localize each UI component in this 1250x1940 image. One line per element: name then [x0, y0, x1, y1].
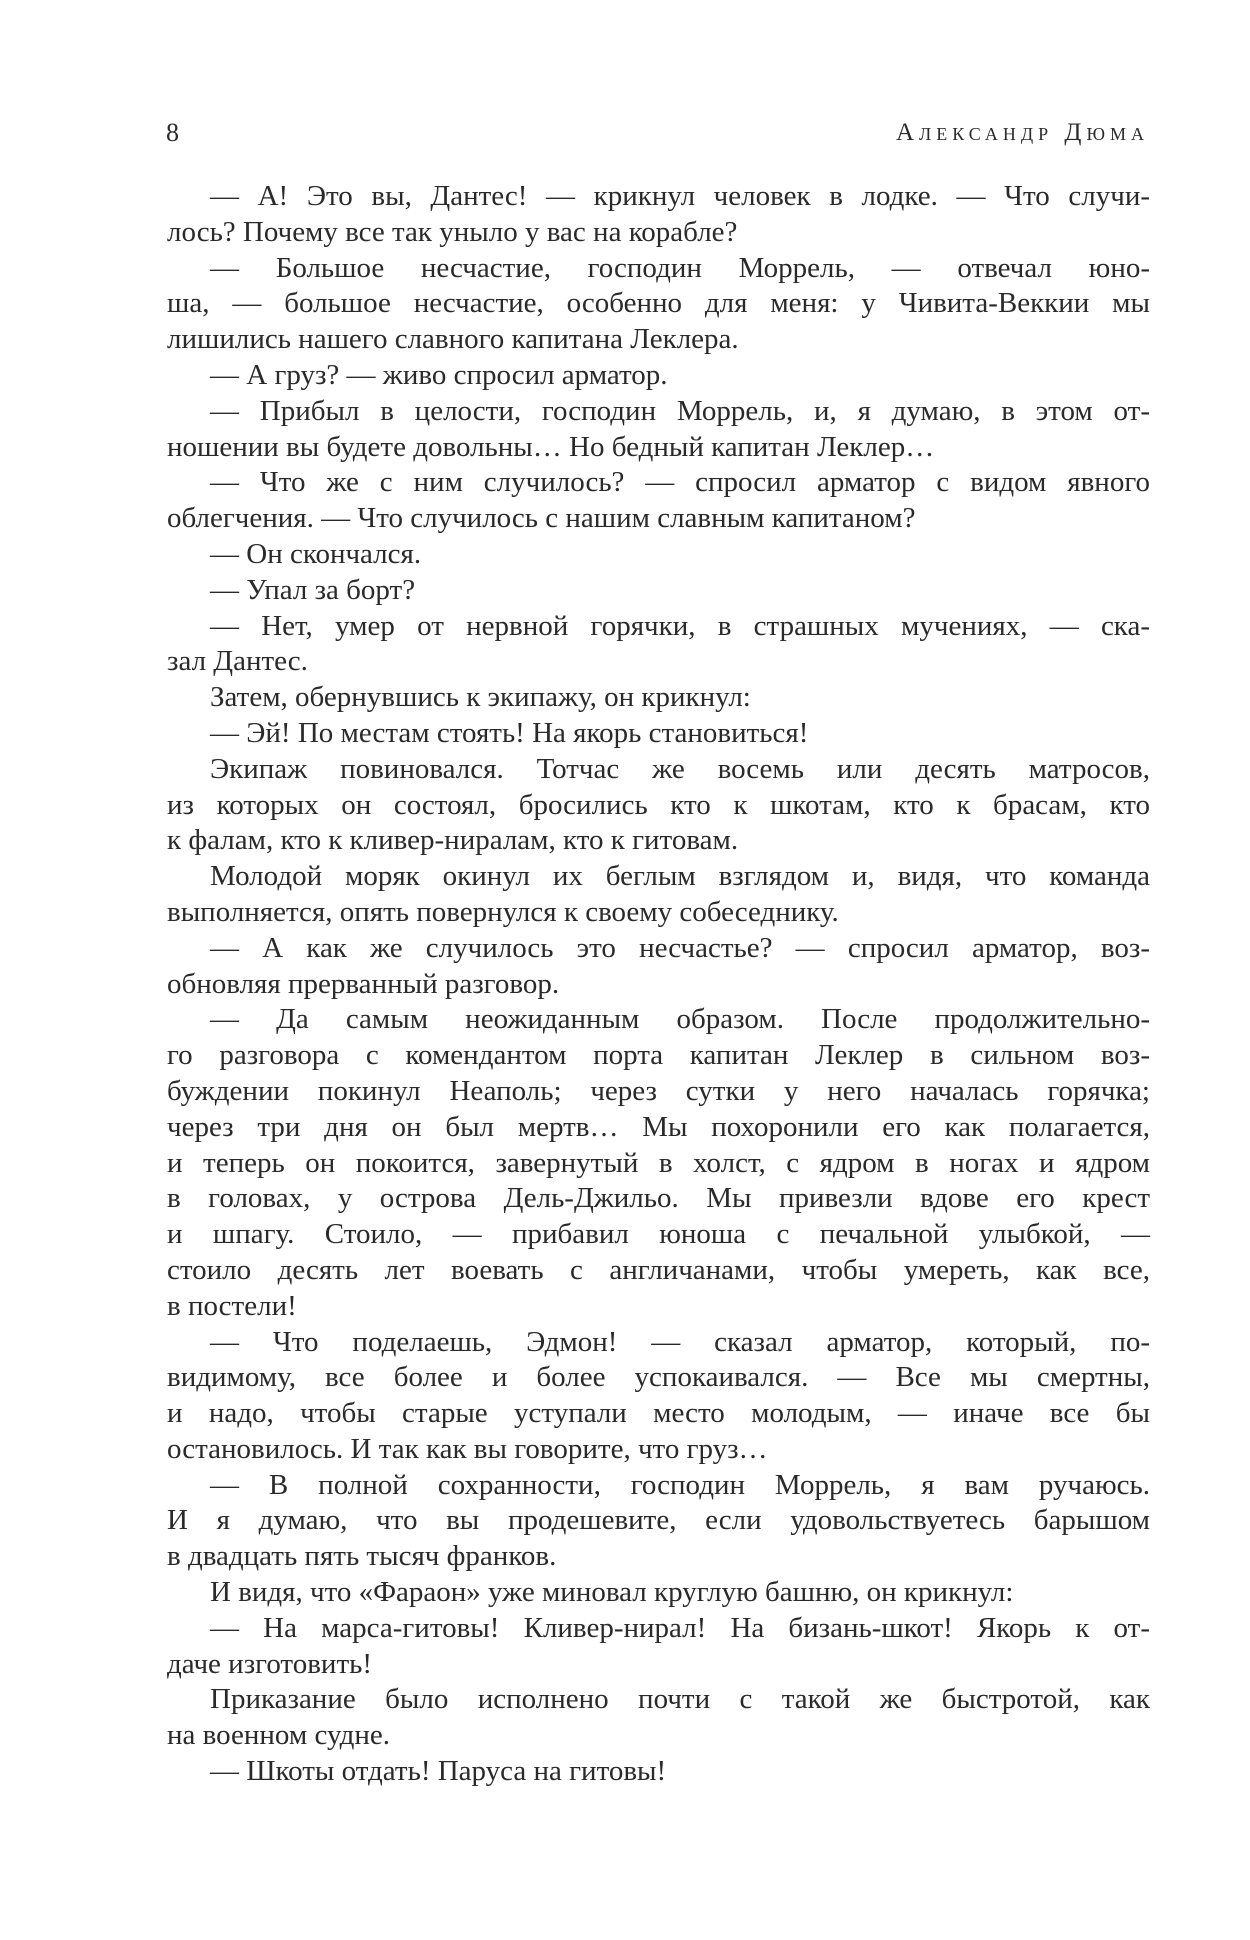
text-line: — Нет, умер от нервной горячки, в страшных мучениях, — ска-	[210, 609, 1150, 642]
paragraph	[167, 1754, 1150, 1790]
paragraph	[167, 1468, 1150, 1575]
text-line: Молодой моряк окинул их беглым взглядом и, видя, что команда	[210, 860, 1150, 893]
text-line: И видя, что «Фараон» уже миновал круглую башню, он крикнул:	[210, 1576, 1014, 1609]
text-line: — Прибыл в целости, господин Моррель, и, я думаю, в этом от-	[210, 394, 1150, 427]
text-line: — Шкоты отдать! Паруса на гитовы!	[210, 1755, 667, 1788]
text-line: в головах, у острова Дель-Джильо. Мы привезли вдове его крест	[167, 1182, 1150, 1215]
text-line: и надо, чтобы старые уступали место молодым, — иначе все бы	[167, 1397, 1150, 1430]
text-line: — Да самым неожиданным образом. После продолжительно-	[210, 1003, 1150, 1036]
text-line: буждении покинул Неаполь; через сутки у него началась горячка;	[167, 1074, 1150, 1107]
paragraph	[167, 394, 1150, 466]
paragraph	[167, 1575, 1150, 1611]
paragraph	[167, 179, 1150, 251]
text-line: И я думаю, что вы продешевите, если удовольствуетесь барышом	[167, 1504, 1150, 1537]
paragraph	[167, 251, 1150, 358]
text-line: выполняется, опять повернулся к своему собеседнику.	[167, 895, 839, 928]
text-line: го разговора с комендантом порта капитан Леклер в сильном воз-	[167, 1039, 1150, 1072]
paragraph	[167, 358, 1150, 394]
paragraph	[167, 931, 1150, 1003]
page-number: 8	[166, 118, 179, 147]
text-line: Затем, обернувшись к экипажу, он крикнул:	[210, 681, 751, 714]
text-line: ша, — большое несчастие, особенно для меня: у Чивита-Веккии мы	[167, 287, 1150, 320]
text-line: — Он скончался.	[210, 537, 422, 570]
text-line: — В полной сохранности, господин Моррель, я вам ручаюсь.	[210, 1468, 1150, 1501]
text-line: через три дня он был мертв… Мы похоронили его как полагается,	[167, 1110, 1150, 1143]
text-line: Экипаж повиновался. Тотчас же восемь или десять матросов,	[210, 752, 1150, 785]
text-line: — На марса-гитовы! Кливер-нирал! На бизань-шкот! Якорь к от-	[210, 1611, 1150, 1644]
text-line: — Большое несчастие, господин Моррель, — отвечал юно-	[210, 251, 1150, 284]
text-line: — А груз? — живо спросил арматор.	[210, 358, 668, 391]
text-line: Приказание было исполнено почти с такой же быстротой, как	[210, 1683, 1150, 1716]
text-line: к фалам, кто к кливер-ниралам, кто к гитовам.	[167, 824, 739, 857]
paragraph	[167, 859, 1150, 931]
paragraph	[167, 1611, 1150, 1683]
text-line: — Эй! По местам стоять! На якорь становиться!	[210, 716, 809, 749]
paragraph	[167, 573, 1150, 609]
paragraph	[167, 537, 1150, 573]
text-line: видимому, все более и более успокаивался. — Все мы смертны,	[167, 1361, 1150, 1394]
paragraph	[167, 752, 1150, 859]
text-line: стоило десять лет воевать с англичанами, чтобы умереть, как все,	[167, 1253, 1150, 1286]
body-text	[167, 179, 1150, 1790]
text-line: остановилось. И так как вы говорите, что груз…	[167, 1432, 768, 1465]
text-line: ношении вы будете довольны… Но бедный капитан Леклер…	[167, 430, 935, 463]
text-line: — А! Это вы, Дантес! — крикнул человек в лодке. — Что случи-	[210, 180, 1150, 212]
text-line: обновляя прерванный разговор.	[167, 967, 560, 1000]
paragraph	[167, 609, 1150, 681]
text-line: даче изготовить!	[167, 1647, 372, 1680]
text-line: и шпагу. Стоило, — прибавил юноша с печальной улыбкой, —	[167, 1218, 1150, 1251]
text-line: зал Дантес.	[167, 645, 308, 678]
text-line: и теперь он покоится, завернутый в холст, с ядром в ногах и ядром	[167, 1146, 1150, 1179]
paragraph	[167, 680, 1150, 716]
paragraph	[167, 716, 1150, 752]
paragraph	[167, 1682, 1150, 1754]
text-line: — Упал за борт?	[210, 573, 416, 606]
paragraph	[167, 465, 1150, 537]
text-line: в двадцать пять тысяч франков.	[167, 1540, 557, 1573]
paragraph	[167, 1325, 1150, 1468]
text-line: в постели!	[167, 1289, 297, 1322]
text-line: облегчения. — Что случилось с нашим славным капитаном?	[167, 502, 916, 535]
running-header	[166, 116, 1149, 150]
paragraph	[167, 1002, 1150, 1324]
text-line: из которых он состоял, бросились кто к шкотам, кто к брасам, кто	[167, 788, 1150, 821]
text-line: лишились нашего славного капитана Леклера.	[167, 323, 739, 356]
text-line: — Что же с ним случилось? — спросил арматор с видом явного	[210, 466, 1150, 499]
running-title: Александр Дюма	[895, 119, 1149, 146]
text-line: на военном судне.	[167, 1719, 391, 1752]
text-line: — Что поделаешь, Эдмон! — сказал арматор, который, по-	[210, 1325, 1150, 1358]
text-line: лось? Почему все так уныло у вас на корабле?	[167, 215, 738, 248]
text-line: — А как же случилось это несчастье? — спросил арматор, воз-	[210, 931, 1150, 964]
